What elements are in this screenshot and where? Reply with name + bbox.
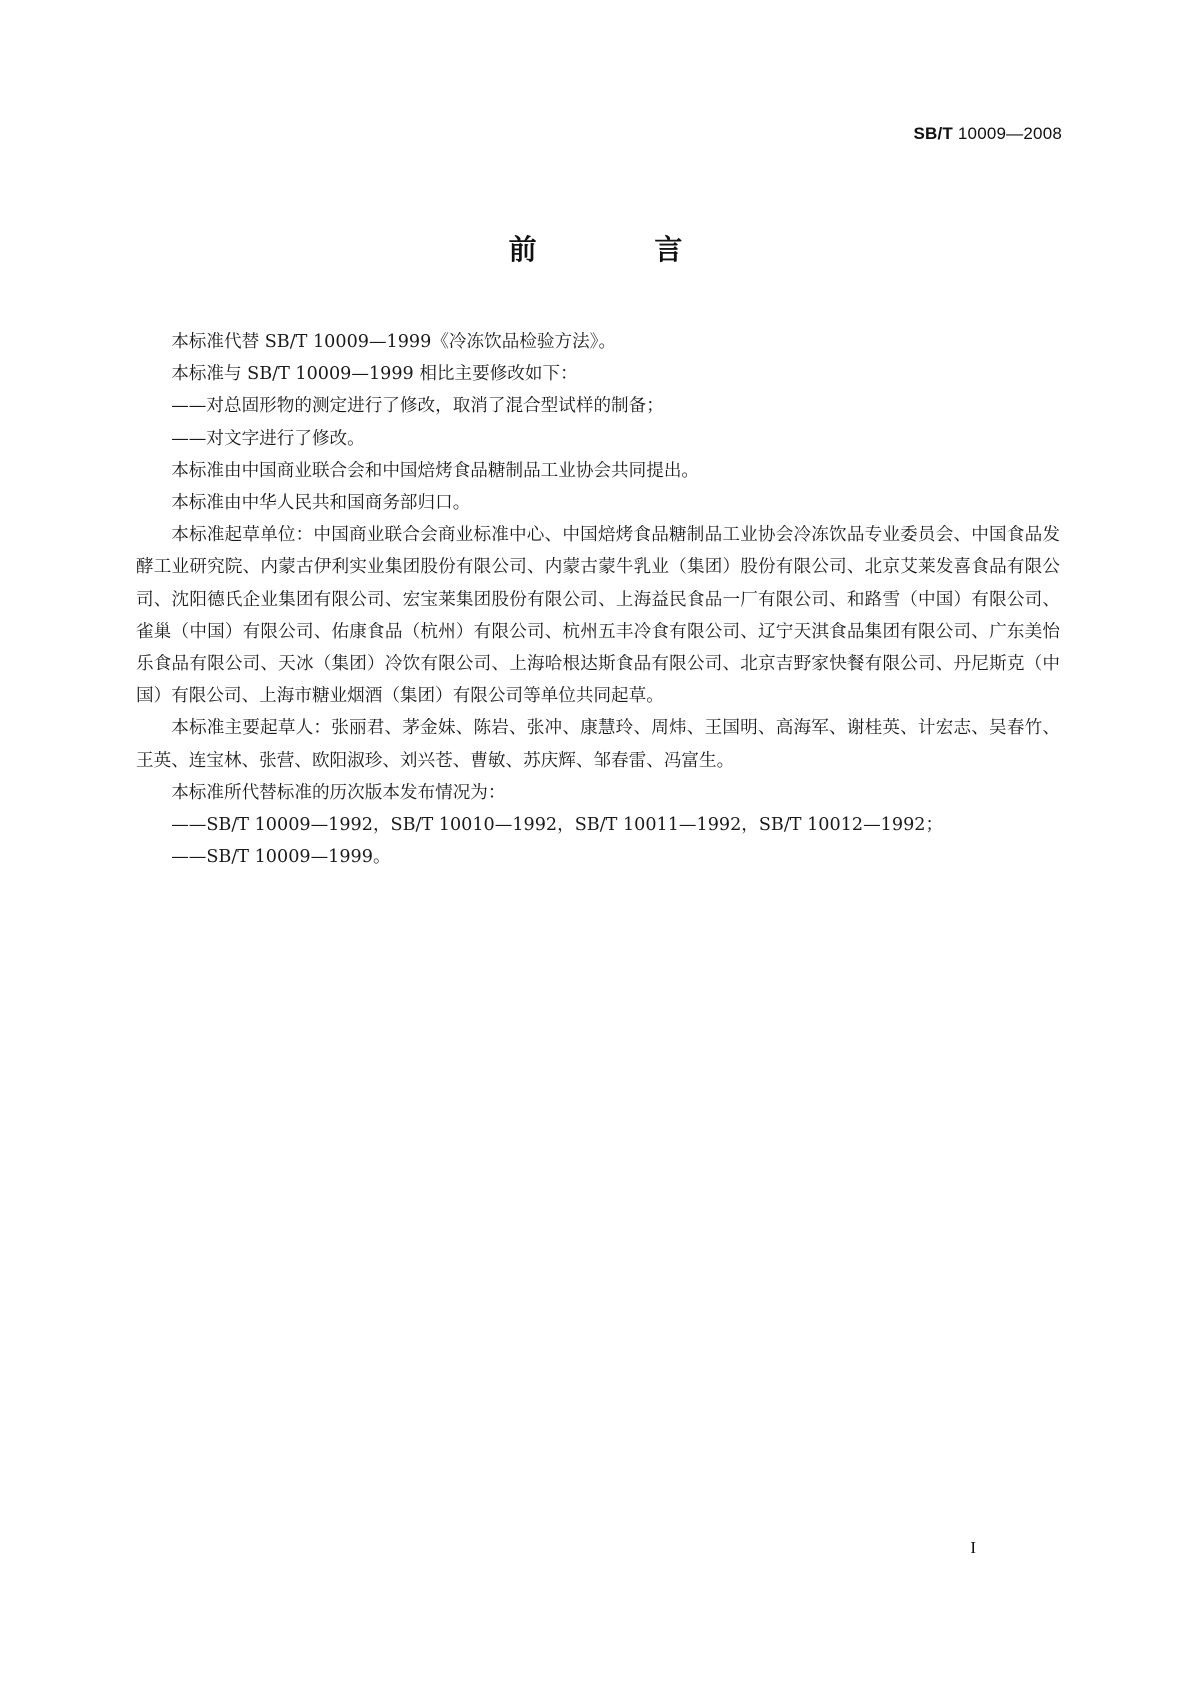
paragraph-changes-intro: 本标准与 SB/T 10009—1999 相比主要修改如下：	[171, 364, 578, 385]
standard-code	[913, 124, 1062, 144]
paragraph-administered-by: 本标准由中华人民共和国商务部归口。	[171, 493, 471, 514]
page-title: 前 言	[508, 233, 737, 266]
foreword-body	[136, 326, 1060, 873]
paragraph-proposed-by: 本标准由中国商业联合会和中国焙烤食品糖制品工业协会共同提出。	[171, 460, 700, 481]
paragraph-history-item-2: ——SB/T 10009—1999。	[171, 847, 391, 868]
standard-code-prefix: SB/T	[913, 124, 953, 143]
paragraph-history-intro: 本标准所代替标准的历次版本发布情况为：	[171, 782, 506, 803]
page-number: I	[970, 1538, 976, 1557]
paragraph-change-item-2: ——对文字进行了修改。	[171, 428, 365, 449]
paragraph-drafters: 本标准主要起草人：张丽君、茅金妹、陈岩、张冲、康慧玲、周炜、王国明、高海军、谢桂英、计宏志、吴春竹、王英、连宝林、张营、欧阳淑珍、刘兴苍、曹敏、苏庆辉、邹春雷、冯富生。	[136, 718, 1060, 771]
paragraph-history-item-1: ——SB/T 10009—1992，SB/T 10010—1992，SB/T 10011—1992，SB/T 10012—1992；	[171, 815, 944, 836]
paragraph-replaces: 本标准代替 SB/T 10009—1999《冷冻饮品检验方法》。	[171, 332, 617, 352]
paragraph-change-item-1: ——对总固形物的测定进行了修改，取消了混合型试样的制备；	[171, 396, 664, 417]
paragraph-drafting-units: 本标准起草单位：中国商业联合会商业标准中心、中国焙烤食品糖制品工业协会冷冻饮品专业委员会、中国食品发酵工业研究院、内蒙古伊利实业集团股份有限公司、内蒙古蒙牛乳业（集团）股份有限公司、北京艾莱发喜食品有限公司、沈阳德氏企业集团有限公司、宏宝莱集团股份有限公司、上海益民食品一厂有限公司、和路雪（中国）有限公司、雀巢（中国）有限公司、佑康食品（杭州）有限公司、杭州五丰冷食有限公司、辽宁天淇食品集团有限公司、广东美怡乐食品有限公司、天冰（集团）冷饮有限公司、上海哈根达斯食品有限公司、北京吉野家快餐有限公司、丹尼斯克（中国）有限公司、上海市糖业烟酒（集团）有限公司等单位共同起草。	[136, 525, 1060, 707]
standard-code-number: 10009—2008	[957, 124, 1062, 143]
